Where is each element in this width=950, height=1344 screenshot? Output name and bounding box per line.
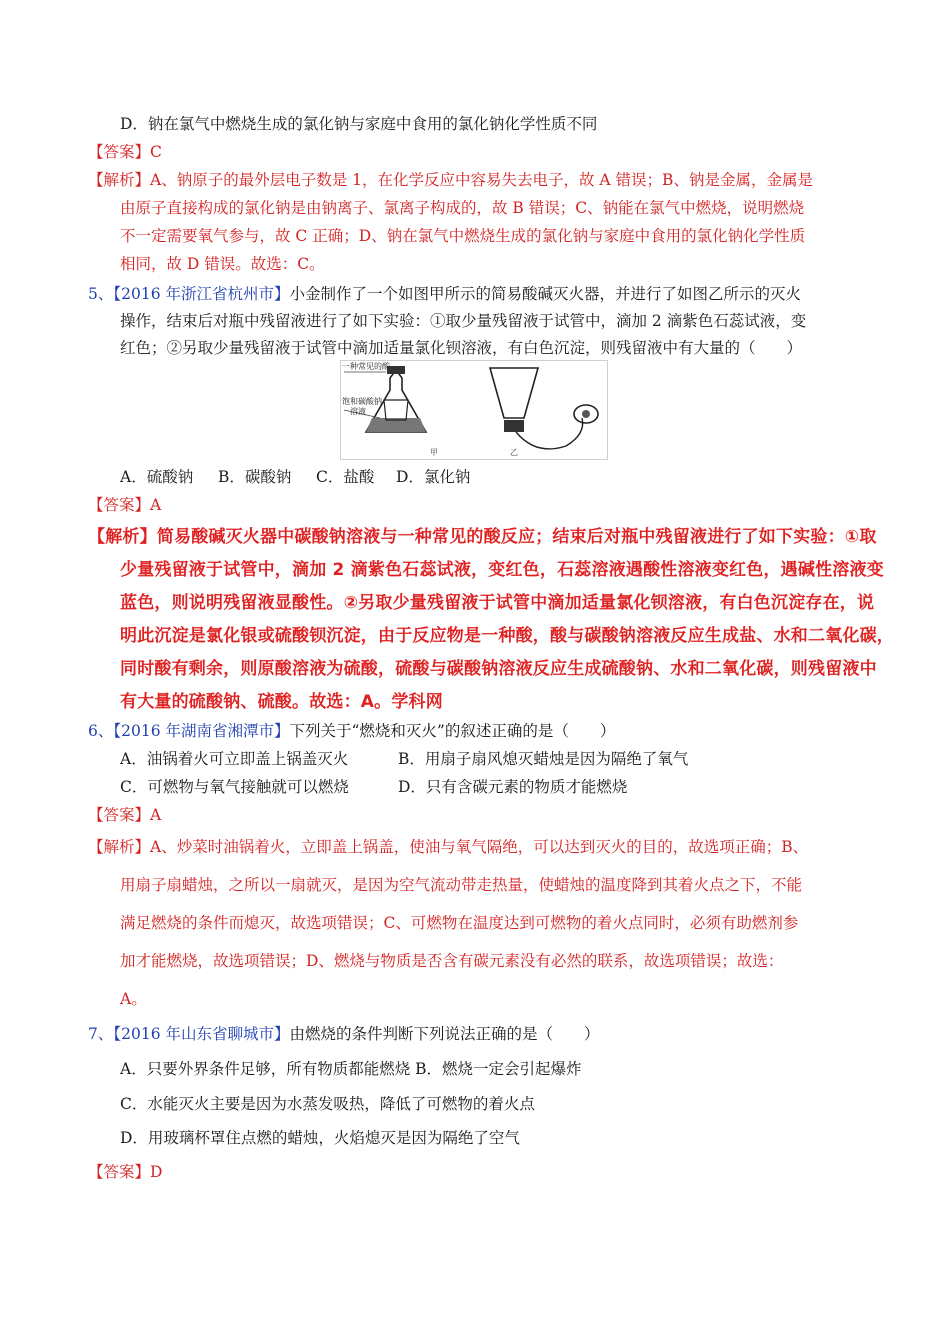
question-number: 6、 [88, 722, 114, 740]
q5-analysis-line: 有大量的硫酸钠、硫酸。故选：A。学科网 [120, 692, 443, 712]
option-a: A．硫酸钠 [120, 468, 194, 486]
question-number: 5、 [88, 285, 114, 303]
answer-value: A [150, 496, 162, 514]
q7-options-ab: A．只要外界条件足够，所有物质都能燃烧 B．燃烧一定会引起爆炸 [120, 1060, 582, 1078]
option-a: A．油锅着火可立即盖上锅盖灭火 [120, 750, 349, 768]
question-source: 【2016 年山东省聊城市】 [113, 1025, 290, 1043]
answer-label: 【答案】 [88, 496, 151, 514]
figure-label-acid: 一种常见的酸 [342, 362, 390, 371]
q6-analysis-line: 加才能燃烧，故选项错误；D、燃烧与物质是否含有碳元素没有必然的联系，故选项错误；故选： [120, 952, 784, 970]
q4-analysis-line: 相同，故 D 错误。故选：C。 [120, 255, 325, 273]
analysis-text: A、钠原子的最外层电子数是 1，在化学反应中容易失去电子，故 A 错误；B、钠是金属，金属是 [150, 171, 813, 189]
answer-value: C [150, 143, 162, 161]
q6-options-row [120, 777, 627, 797]
apparatus-diagram [340, 360, 608, 460]
q6-analysis-line [88, 837, 808, 857]
q4-analysis-line [88, 170, 813, 190]
option-d: D．氯化钠 [396, 468, 471, 486]
figure-label-soda: 饱和碳酸钠 [342, 397, 382, 406]
q5-analysis-line: 少量残留液于试管中，滴加 2 滴紫色石蕊试液，变红色，石蕊溶液遇酸性溶液变红色，遇碱性溶液变 [120, 560, 884, 580]
q7-option-c: C．水能灭火主要是因为水蒸发吸热，降低了可燃物的着火点 [120, 1095, 535, 1113]
q6-analysis-line: A。 [120, 990, 147, 1008]
answer-label: 【答案】 [88, 1163, 151, 1181]
question-stem: 由燃烧的条件判断下列说法正确的是（ ） [289, 1025, 600, 1043]
analysis-text: 简易酸碱灭火器中碳酸钠溶液与一种常见的酸反应；结束后对瓶中残留液进行了如下实验：①取 [156, 527, 877, 547]
q6-options-row [120, 749, 688, 769]
figure-caption-jia: 甲 [430, 448, 438, 457]
option-d: D．只有含碳元素的物质才能燃烧 [398, 778, 628, 796]
answer-label: 【答案】 [88, 143, 151, 161]
q5-analysis-line: 明此沉淀是氯化银或硫酸钡沉淀，由于反应物是一种酸，酸与碳酸钠溶液反应生成盐、水和二氧化碳， [120, 626, 894, 646]
q5-apparatus-figure [340, 360, 608, 460]
q6-answer [88, 805, 161, 825]
figure-label-solution: 溶液 [350, 407, 366, 416]
answer-value: D [150, 1163, 163, 1181]
q6-analysis-line: 满足燃烧的条件而熄灭，故选项错误；C、可燃物在温度达到可燃物的着火点同时，必须有助燃剂参 [120, 914, 799, 932]
answer-value: A [150, 806, 162, 824]
q5-analysis-line: 蓝色，则说明残留液显酸性。②另取少量残留液于试管中滴加适量氯化钡溶液，有白色沉淀存在，说 [120, 593, 875, 613]
q5-answer [88, 495, 161, 515]
analysis-label: 【解析】 [88, 527, 157, 547]
q5-analysis-line: 同时酸有剩余，则原酸溶液为硫酸，硫酸与碳酸钠溶液反应生成硫酸钠、水和二氧化碳，则残留液中 [120, 659, 877, 679]
q4-option-d: D．钠在氯气中燃烧生成的氯化钠与家庭中食用的氯化钠化学性质不同 [120, 115, 598, 133]
q6-stem [88, 721, 615, 741]
q5-options [120, 467, 470, 487]
question-number: 7、 [88, 1025, 114, 1043]
question-source: 【2016 年浙江省杭州市】 [113, 285, 290, 303]
q4-answer [88, 142, 162, 162]
q5-analysis-line [88, 527, 877, 547]
option-b: B．碳酸钠 [218, 468, 292, 486]
question-stem: 下列关于“燃烧和灭火”的叙述正确的是（ ） [289, 722, 616, 740]
analysis-label: 【解析】 [88, 838, 151, 856]
extinguisher-yi [490, 368, 598, 449]
option-c: C．可燃物与氧气接触就可以燃烧 [120, 778, 349, 796]
q7-answer [88, 1162, 162, 1182]
q4-analysis-line: 由原子直接构成的氯化钠是由钠离子、氯离子构成的，故 B 错误；C、钠能在氯气中燃烧，说明燃烧 [120, 199, 805, 217]
q6-analysis-line: 用扇子扇蜡烛，之所以一扇就灭，是因为空气流动带走热量，使蜡烛的温度降到其着火点之下，不能 [120, 876, 803, 894]
q5-stem-line: 操作，结束后对瓶中残留液进行了如下实验：①取少量残留液于试管中，滴加 2 滴紫色石蕊试液，变 [120, 312, 807, 330]
q7-stem [88, 1024, 600, 1044]
q7-option-d: D．用玻璃杯罩住点燃的蜡烛，火焰熄灭是因为隔绝了空气 [120, 1129, 520, 1147]
q5-stem [88, 284, 801, 304]
q4-analysis-line: 不一定需要氧气参与，故 C 正确；D、钠在氯气中燃烧生成的氯化钠与家庭中食用的氯化钠化学性质 [120, 227, 806, 245]
figure-caption-yi: 乙 [510, 448, 518, 457]
option-b: B．用扇子扇风熄灭蜡烛是因为隔绝了氧气 [398, 750, 689, 768]
question-stem: 小金制作了一个如图甲所示的简易酸碱灭火器，并进行了如图乙所示的灭火 [289, 285, 802, 303]
question-source: 【2016 年湖南省湘潭市】 [113, 722, 290, 740]
analysis-text: A、炒菜时油锅着火，立即盖上锅盖，使油与氧气隔绝，可以达到灭火的目的，故选项正确；B、 [150, 838, 809, 856]
analysis-label: 【解析】 [88, 171, 151, 189]
option-c: C．盐酸 [316, 468, 375, 486]
answer-label: 【答案】 [88, 806, 151, 824]
q5-stem-line: 红色；②另取少量残留液于试管中滴加适量氯化钡溶液，有白色沉淀，则残留液中有大量的（ ） [120, 339, 803, 357]
